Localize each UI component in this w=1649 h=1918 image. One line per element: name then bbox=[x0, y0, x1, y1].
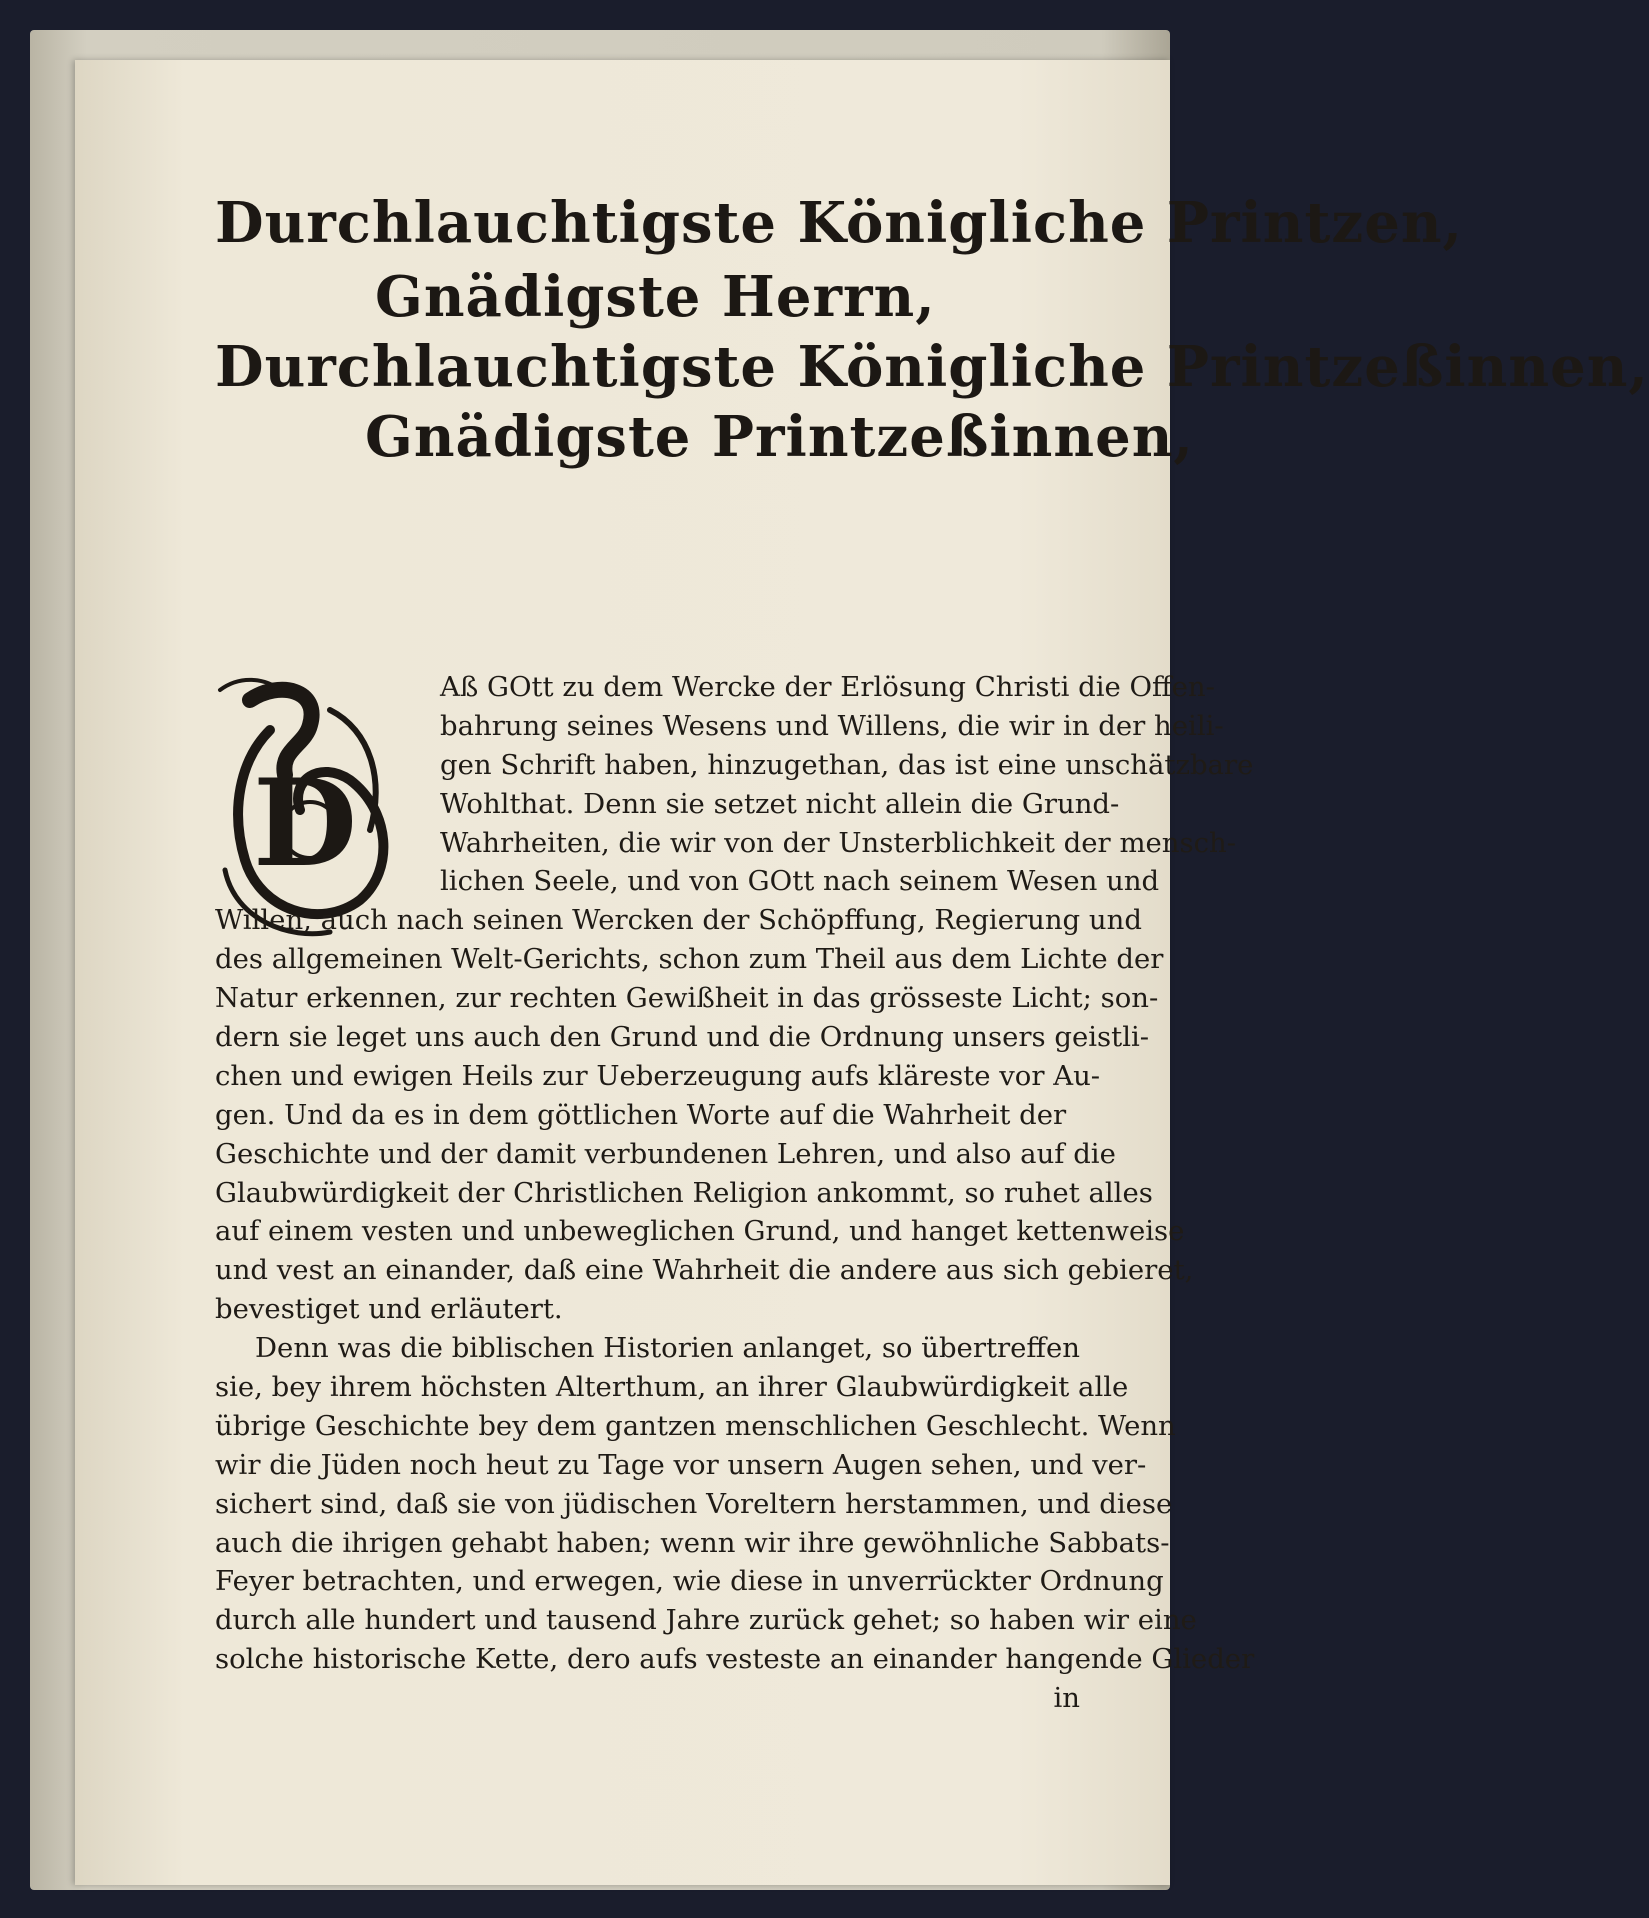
text-line: Denn was die biblischen Historien anlanget, so übertreffen bbox=[255, 1332, 1080, 1365]
text-line: bevestiget und erläutert. bbox=[215, 1293, 563, 1326]
catchword: in bbox=[1053, 1682, 1080, 1715]
text-line: sichert sind, daß sie von jüdischen Voreltern herstammen, und diese bbox=[215, 1487, 1173, 1520]
text-line: lichen Seele, und von GOtt nach seinem Wesen und bbox=[440, 865, 1160, 898]
drop-cap-letter: D bbox=[252, 753, 358, 894]
text-line: des allgemeinen Welt-Gerichts, schon zum Theil aus dem Lichte der bbox=[215, 943, 1164, 976]
text-line: Glaubwürdigkeit der Christlichen Religion ankommt, so ruhet alles bbox=[215, 1176, 1153, 1209]
text-line: Willen, auch nach seinen Wercken der Schöpffung, Regierung und bbox=[215, 904, 1142, 937]
book-page bbox=[75, 60, 1649, 1885]
text-line: Natur erkennen, zur rechten Gewißheit in das grösseste Licht; son- bbox=[215, 982, 1159, 1015]
text-line: übrige Geschichte bey dem gantzen menschlichen Geschlecht. Wenn bbox=[215, 1409, 1176, 1442]
text-line: dern sie leget uns auch den Grund und die Ordnung unsers geistli- bbox=[215, 1021, 1150, 1054]
text-line: auch die ihrigen gehabt haben; wenn wir ihre gewöhnliche Sabbats- bbox=[215, 1526, 1170, 1559]
text-line: wir die Jüden noch heut zu Tage vor unsern Augen sehen, und ver- bbox=[215, 1448, 1147, 1481]
body-text bbox=[215, 668, 1255, 1718]
salutation-line-4: Gnädigste Printzeßinnen, bbox=[365, 404, 1194, 470]
salutation-line-1: Durchlauchtigste Königliche Printzen, bbox=[215, 190, 1464, 256]
salutation-line-3: Durchlauchtigste Königliche Printzeßinnen, bbox=[215, 334, 1649, 400]
salutation-line-2: Gnädigste Herrn, bbox=[375, 264, 936, 330]
text-line: durch alle hundert und tausend Jahre zurück gehet; so haben wir eine bbox=[215, 1604, 1197, 1637]
text-line: gen Schrift haben, hinzugethan, das ist eine unschätzbare bbox=[440, 748, 1254, 781]
text-line: gen. Und da es in dem göttlichen Worte auf die Wahrheit der bbox=[215, 1098, 1067, 1131]
text-line: sie, bey ihrem höchsten Alterthum, an ihrer Glaubwürdigkeit alle bbox=[215, 1371, 1129, 1404]
text-line: Wohlthat. Denn sie setzet nicht allein die Grund- bbox=[440, 787, 1120, 820]
text-line: bahrung seines Wesens und Willens, die wir in der heili- bbox=[440, 709, 1224, 742]
text-line: solche historische Kette, dero aufs vesteste an einander hangende Glieder bbox=[215, 1643, 1255, 1676]
text-line: Geschichte und der damit verbundenen Lehren, und also auf die bbox=[215, 1137, 1116, 1170]
text-line: Aß GOtt zu dem Wercke der Erlösung Christi die Offen- bbox=[440, 671, 1215, 703]
text-line: Feyer betrachten, und erwegen, wie diese in unverrückter Ordnung bbox=[215, 1565, 1164, 1598]
text-line: auf einem vesten und unbeweglichen Grund, und hanget kettenweise bbox=[215, 1215, 1185, 1248]
text-line: und vest an einander, daß eine Wahrheit die andere aus sich gebieret, bbox=[215, 1254, 1194, 1287]
text-line: Wahrheiten, die wir von der Unsterblichkeit der mensch- bbox=[440, 826, 1237, 859]
text-line: chen und ewigen Heils zur Ueberzeugung aufs kläreste vor Au- bbox=[215, 1059, 1101, 1092]
